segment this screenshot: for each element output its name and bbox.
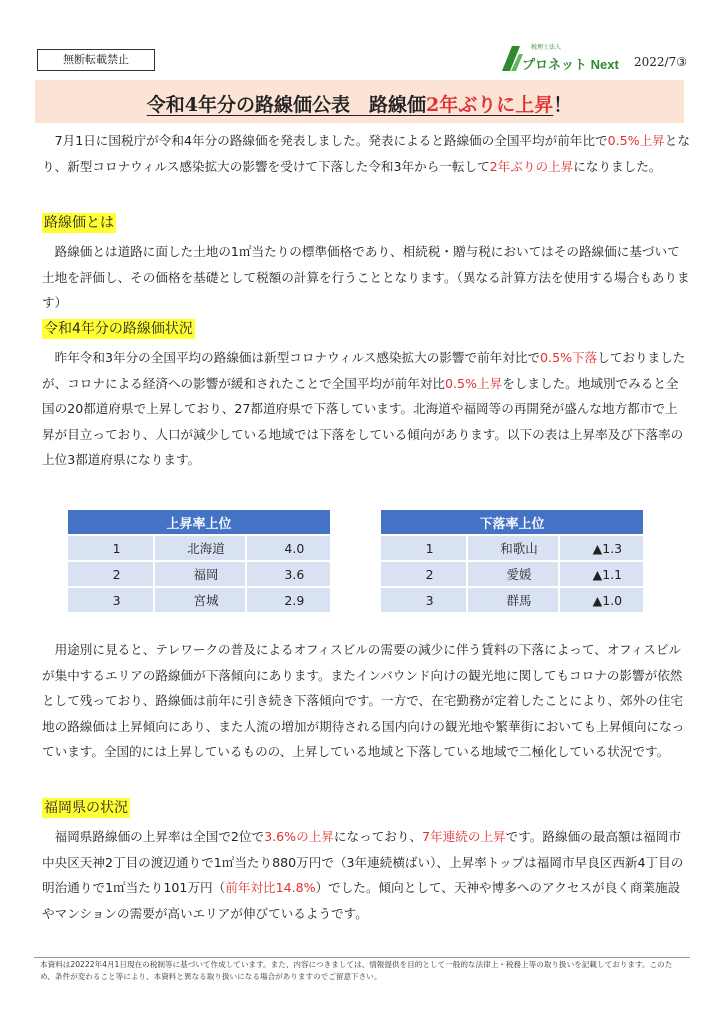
r4-text-1: 昨年令和3年分の全国平均の路線価は新型コロナウィルス感染拡大の影響で前年対比で — [42, 350, 541, 365]
rate-cell: 2.9 — [247, 588, 330, 612]
title-band — [35, 80, 684, 123]
logo-subtitle: 税理士法人 — [531, 44, 562, 51]
usage-trend-paragraph: 用途別に見ると、テレワークの普及によるオフィスビルの需要の減少に伴う賃料の下落によって、オフィスビルが集中するエリアの路線価が下落傾向にあります。またインバウンド向けの観光地に関してもコロナの影響が依然として残っており、路線価は前年に引き続き下落傾向です。一方で、在宅勤務が定着したことにより、郊外の住宅地の路線価は上昇傾向にあり、また人流の増加が期待される国内向けの観光地や繁華街においても上昇傾向になっています。全国的には上昇しているものの、上昇している地域と下落している地域で二極化している状況です。 — [42, 642, 685, 759]
rate-cell: ▲1.3 — [560, 536, 643, 560]
rate-cell: ▲1.1 — [560, 562, 643, 586]
r4-text-3: をしました。地域別でみると全国の20都道府県で上昇しており、27都道府県で下落しています。北海道や福岡等の再開発が盛んな地方都市で上昇が目立っており、人口が減少している地域では下落をしている傾向があります。以下の表は上昇率及び下落率の上位3都道府県になります。 — [42, 375, 684, 467]
leaf-stripes-logo-icon — [500, 42, 524, 72]
disclaimer-footer: 本資料は20222年4月1日現在の税制等に基づいて作成しています。また、内容につきましては、情報提供を目的として一般的な法律上・税務上等の取り扱いを記載しております。このため、条件が変わること等により、本資料と異なる取り扱いになる場合がありますのでご留意下さい。 — [40, 960, 673, 981]
logo-name: プロネット Next — [522, 57, 619, 72]
intro-highlight-1: 0.5%上昇 — [607, 133, 665, 148]
rank-cell: 1 — [381, 536, 466, 560]
r4-highlight-1: 0.5%下落 — [540, 350, 598, 365]
title-suffix: ！ — [553, 94, 573, 116]
fukuoka-paragraph — [42, 824, 690, 926]
rank-cell: 2 — [68, 562, 153, 586]
company-logo — [500, 42, 632, 72]
rosenka-definition-paragraph: 路線価とは道路に面した土地の1㎡当たりの標準価格であり、相続税・贈与税においてはその路線価に基づいて土地を評価し、その価格を基礎として税額の計算を行うこととなります。（異なる計算方法を使用する場合もあります） — [42, 244, 690, 310]
rise-table-header: 上昇率上位 — [68, 510, 330, 534]
prefecture-cell: 群馬 — [468, 588, 557, 612]
table-row — [381, 536, 643, 560]
intro-text-3: になりました。 — [573, 158, 662, 174]
prefecture-cell: 和歌山 — [468, 536, 557, 560]
fukuoka-highlight-2: 7年連続の上昇 — [422, 829, 506, 844]
section-heading-fukuoka: 福岡県の状況 — [44, 800, 128, 816]
prefecture-cell: 福岡 — [155, 562, 244, 586]
fukuoka-text-2: になっており、 — [333, 829, 423, 844]
rate-cell: ▲1.0 — [560, 588, 643, 612]
title-prefix: 令和4年分の路線価公表 路線価 — [146, 94, 426, 116]
fall-table-header: 下落率上位 — [381, 510, 643, 534]
prefecture-cell: 愛媛 — [468, 562, 557, 586]
rise-rate-table — [66, 508, 332, 614]
table-row — [68, 536, 330, 560]
intro-text-1: 7月1日に国税庁が令和4年分の路線価を発表しました。発表によると路線価の全国平均が前年比で — [42, 133, 608, 148]
intro-text-2: となり、新型コロナウィルス感染拡大の影響を受けて下落した令和3年から一転して — [42, 133, 690, 174]
page-title — [35, 90, 684, 117]
no-reprint-notice: 無断転載禁止 — [37, 49, 155, 71]
r4-status-paragraph — [42, 345, 690, 473]
footer-divider — [34, 957, 690, 958]
rank-cell: 2 — [381, 562, 466, 586]
fukuoka-highlight-3: 前年対比14.8% — [225, 880, 316, 895]
rank-cell: 3 — [68, 588, 153, 612]
table-row — [381, 562, 643, 586]
fukuoka-text-1: 福岡県路線価の上昇率は全国で2位で — [42, 829, 265, 844]
issue-date: 2022/7③ — [634, 55, 687, 69]
rank-cell: 1 — [68, 536, 153, 560]
rank-cell: 3 — [381, 588, 466, 612]
fukuoka-highlight-1: 3.6%の上昇 — [264, 829, 334, 844]
r4-highlight-2: 0.5%上昇 — [445, 375, 503, 391]
fukuoka-text-3: です。路線価の最高額は福岡市中央区天神2丁目の渡辺通りで1㎡当たり880万円で（3年連続横ばい）、上昇率トップは福岡市早良区西新4丁目の明治通りで1㎡当たり101万円（ — [42, 829, 684, 895]
prefecture-cell: 北海道 — [155, 536, 244, 560]
table-row — [68, 562, 330, 586]
title-highlight: 2年ぶりに上昇 — [425, 94, 554, 116]
intro-paragraph — [42, 128, 690, 179]
section-heading-rosenka: 路線価とは — [44, 215, 114, 231]
prefecture-cell: 宮城 — [155, 588, 244, 612]
table-row — [68, 588, 330, 612]
rate-cell: 4.0 — [247, 536, 330, 560]
r4-text-2: しておりましたが、コロナによる経済への影響が緩和されたことで全国平均が前年対比 — [42, 350, 686, 391]
section-heading-r4-status: 令和4年分の路線価状況 — [44, 321, 193, 337]
fall-rate-table — [379, 508, 645, 614]
table-row — [381, 588, 643, 612]
intro-highlight-2: 2年ぶりの上昇 — [489, 158, 574, 174]
fukuoka-text-4: ）でした。傾向として、天神や博多へのアクセスが良く商業施設やマンションの需要が高いエリアが伸びているようです。 — [42, 880, 681, 921]
rate-cell: 3.6 — [247, 562, 330, 586]
